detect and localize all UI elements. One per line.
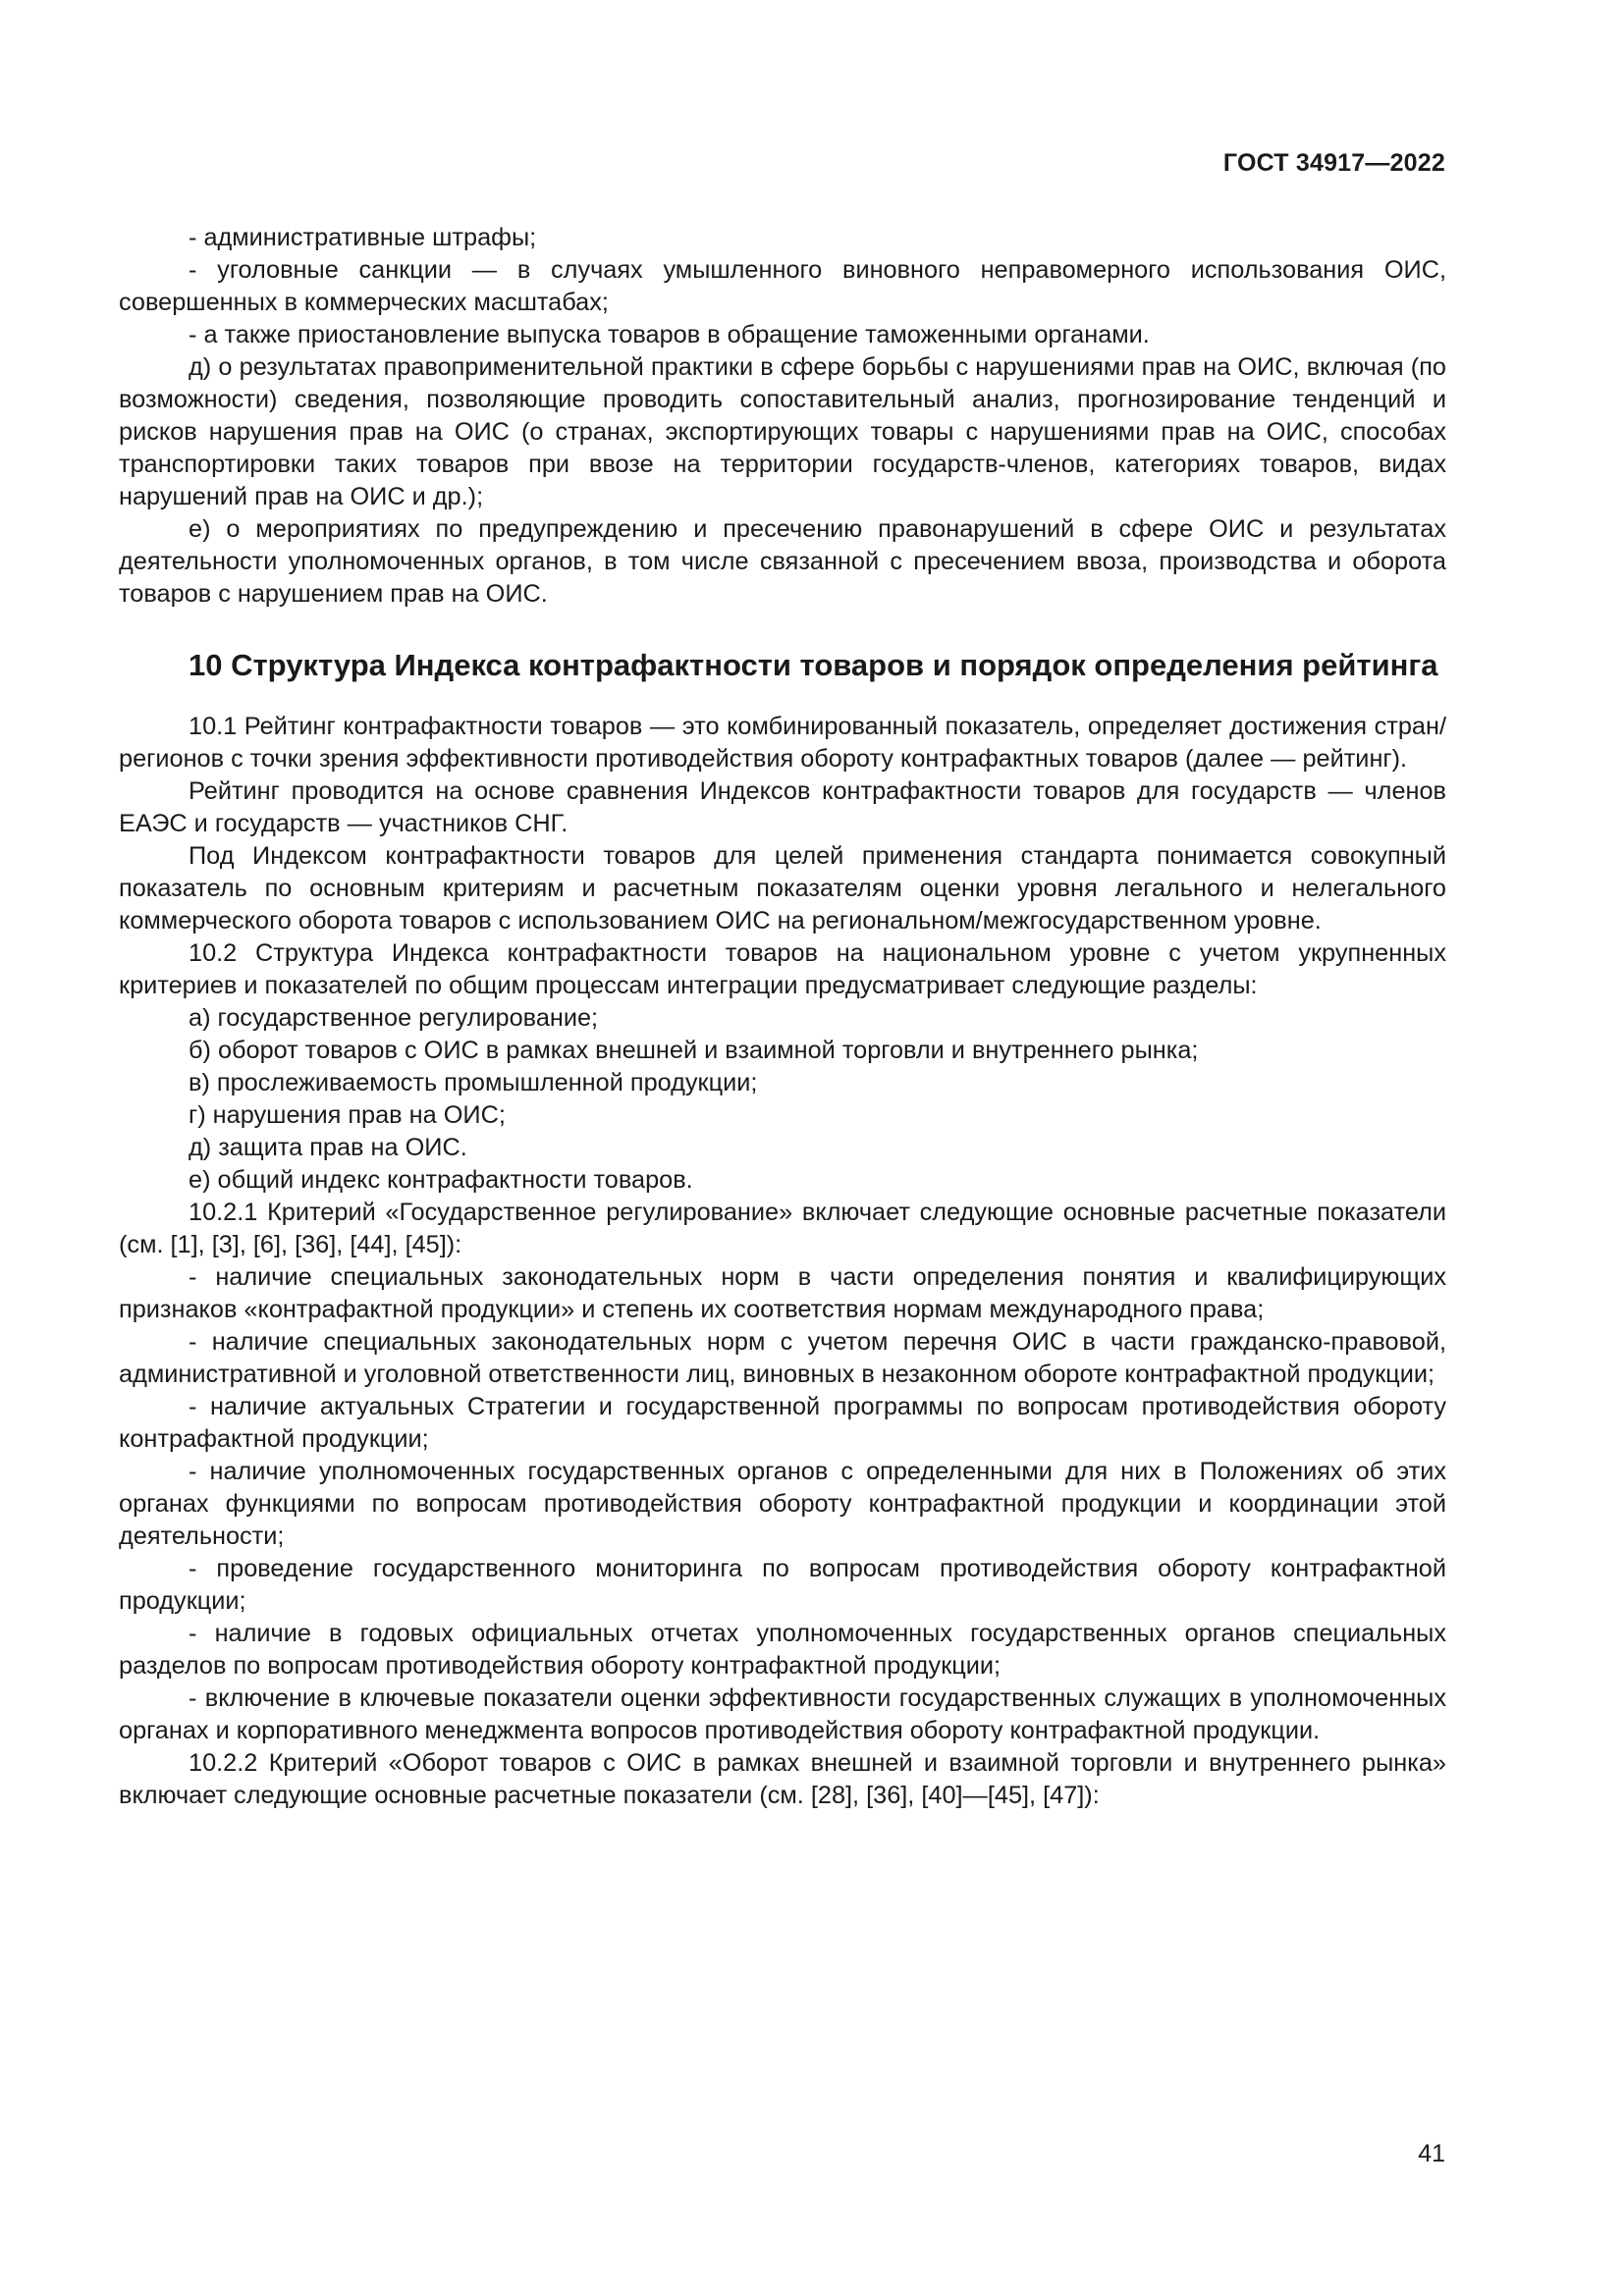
document-standard-number: ГОСТ 34917—2022 [1222, 149, 1445, 177]
document-body [119, 222, 1446, 1812]
page-number: 41 [1418, 2140, 1445, 2167]
paragraph: Под Индексом контрафактности товаров для целей применения стандарта понимается совокупный показатель по основным критериям и расчетным показателям оценки уровня легального и нелегального коммерческого оборота товаров с использованием ОИС на региональном/межгосударственном уровне. [119, 842, 1446, 934]
list-item: в) прослеживаемость промышленной продукции; [189, 1069, 758, 1096]
list-item: - наличие актуальных Стратегии и государственной программы по вопросам противодействия обороту контрафактной продукции; [119, 1393, 1446, 1453]
list-item: - включение в ключевые показатели оценки эффективности государственных служащих в уполномоченных органах и корпоративного менеджмента вопросов противодействия обороту контрафактной продукции. [119, 1684, 1446, 1744]
section-heading: 10 Структура Индекса контрафактности товаров и порядок определения рейтинга [189, 648, 1438, 682]
paragraph: - уголовные санкции — в случаях умышленного виновного неправомерного использования ОИС, совершенных в коммерческих масштабах; [119, 256, 1446, 316]
list-item: б) оборот товаров с ОИС в рамках внешней и взаимной торговли и внутреннего рынка; [189, 1037, 1199, 1064]
list-item: - наличие специальных законодательных норм в части определения понятия и квалифицирующих признаков «контрафактной продукции» и степень их соответствия нормам международного права; [119, 1263, 1446, 1323]
list-item: е) общий индекс контрафактности товаров. [189, 1166, 693, 1194]
list-item: г) нарушения прав на ОИС; [189, 1101, 506, 1129]
paragraph: Рейтинг проводится на основе сравнения Индексов контрафактности товаров для государств — членов ЕАЭС и государств — участников СНГ. [119, 777, 1446, 837]
paragraph: 10.2 Структура Индекса контрафактности товаров на национальном уровне с учетом укрупненных критериев и показателей по общим процессам интеграции предусматривает следующие разделы: [119, 939, 1446, 999]
paragraphs-before-section [119, 222, 1446, 611]
paragraph: - а также приостановление выпуска товаров в обращение таможенными органами. [189, 321, 1150, 348]
list-item: - наличие специальных законодательных норм с учетом перечня ОИС в части гражданско-правовой, административной и уголовной ответственности лиц, виновных в незаконном обороте контрафактной продукции; [119, 1328, 1446, 1388]
list-item: - наличие в годовых официальных отчетах уполномоченных государственных органов специальных разделов по вопросам противодействия обороту контрафактной продукции; [119, 1620, 1446, 1680]
paragraph: 10.1 Рейтинг контрафактности товаров — это комбинированный показатель, определяет достижения стран/регионов с точки зрения эффективности противодействия обороту контрафактных товаров (далее — рейтинг). [119, 713, 1446, 773]
list-item: - наличие уполномоченных государственных органов с определенными для них в Положениях об этих органах функциями по вопросам противодействия обороту контрафактной продукции и координации этой деятельности; [119, 1458, 1446, 1550]
paragraph: д) о результатах правоприменительной практики в сфере борьбы с нарушениями прав на ОИС, включая (по возможности) сведения, позволяющие проводить сопоставительный анализ, прогнозирование тенденций и рисков нарушения прав на ОИС (о странах, экспортирующих товары с нарушениями прав на ОИС, способах транспортировки таких товаров при ввозе на территории государств-членов, категориях товаров, видах нарушений прав на ОИС и др.); [119, 353, 1446, 510]
section-10-body [119, 711, 1446, 1812]
list-item: д) защита прав на ОИС. [189, 1134, 467, 1161]
list-item: а) государственное регулирование; [189, 1004, 599, 1032]
paragraph: е) о мероприятиях по предупреждению и пресечению правонарушений в сфере ОИС и результатах деятельности уполномоченных органов, в том числе связанной с пресечением ввоза, производства и оборота товаров с нарушением прав на ОИС. [119, 515, 1446, 608]
paragraph: - административные штрафы; [189, 224, 537, 251]
paragraph: 10.2.2 Критерий «Оборот товаров с ОИС в рамках внешней и взаимной торговли и внутреннего рынка» включает следующие основные расчетные показатели (см. [28], [36], [40]—[45], [47]): [119, 1749, 1446, 1809]
list-item: - проведение государственного мониторинга по вопросам противодействия обороту контрафактной продукции; [119, 1555, 1446, 1615]
paragraph: 10.2.1 Критерий «Государственное регулирование» включает следующие основные расчетные показатели (см. [1], [3], [6], [36], [44], [45]): [119, 1199, 1446, 1258]
